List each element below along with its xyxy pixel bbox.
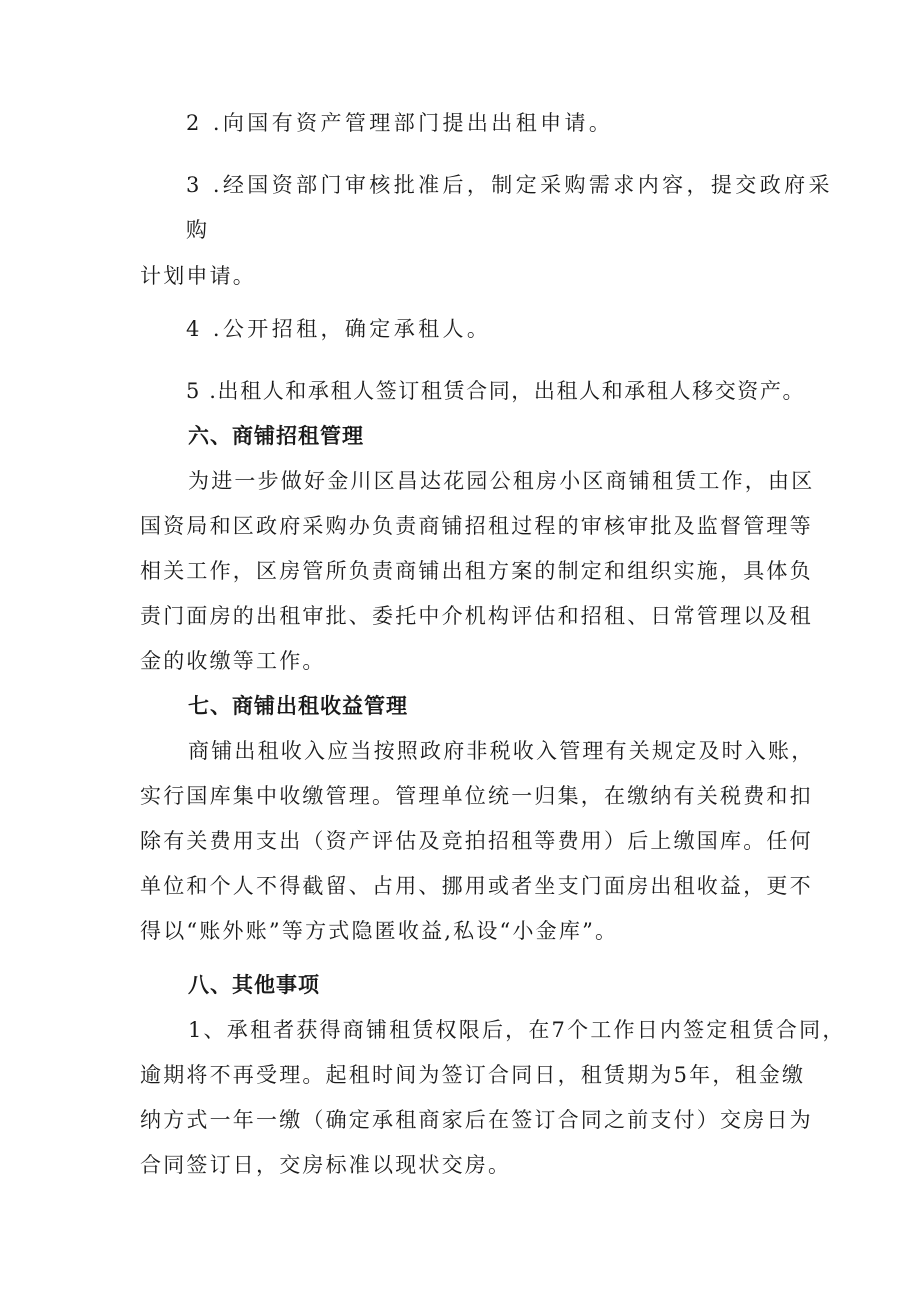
section-7-line-3: 除有关费用支出（资产评估及竞拍招租等费用）后上缴国库。任何: [140, 829, 813, 853]
section-7-line-4: 单位和个人不得截留、占用、挪用或者坐支门面房出租收益，更不: [140, 874, 813, 898]
section-7-heading: 七、商铺出租收益管理: [188, 694, 408, 718]
section-8-line-4: 合同签订日，交房标准以现状交房。: [140, 1153, 512, 1177]
section-8-line-1: 1、承租者获得商铺租赁权限后，在7个工作日内签定租赁合同，: [188, 1018, 846, 1042]
list-item-4: 4 .公开招租，确定承租人。: [186, 317, 492, 341]
list-item-5: 5 .出租人和承租人签订租赁合同，出租人和承租人移交资产。: [186, 379, 806, 403]
list-item-2: 2 .向国有资产管理部门提出出租申请。: [186, 111, 614, 135]
section-8-line-2: 逾期将不再受理。起租时间为签订合同日，租赁期为5年，租金缴: [140, 1063, 806, 1087]
section-7-line-2: 实行国库集中收缴管理。管理单位统一归集，在缴纳有关税费和扣: [140, 784, 813, 808]
section-6-line-3: 相关工作，区房管所负责商铺出租方案的制定和组织实施，具体负: [140, 559, 813, 583]
list-item-3-wrap: 购: [186, 218, 210, 242]
section-6-line-1: 为进一步做好金川区昌达花园公租房小区商铺租赁工作，由区: [188, 469, 815, 493]
section-7-line-5: 得以“账外账”等方式隐匿收益,私设“小金库”。: [140, 919, 619, 943]
section-6-line-5: 金的收缴等工作。: [140, 649, 326, 673]
section-8-heading: 八、其他事项: [188, 973, 320, 997]
list-item-3-continuation: 计划申请。: [140, 264, 256, 288]
section-8-line-3: 纳方式一年一缴（确定承租商家后在签订合同之前支付）交房日为: [140, 1108, 813, 1132]
list-item-3: 3 .经国资部门审核批准后，制定采购需求内容，提交政府采: [186, 173, 833, 197]
section-6-line-4: 责门面房的出租审批、委托中介机构评估和招租、日常管理以及租: [140, 604, 813, 628]
section-6-line-2: 国资局和区政府采购办负责商铺招租过程的审核审批及监督管理等: [140, 514, 813, 538]
section-7-line-1: 商铺出租收入应当按照政府非税收入管理有关规定及时入账，: [188, 739, 815, 763]
section-6-heading: 六、商铺招租管理: [188, 424, 364, 448]
